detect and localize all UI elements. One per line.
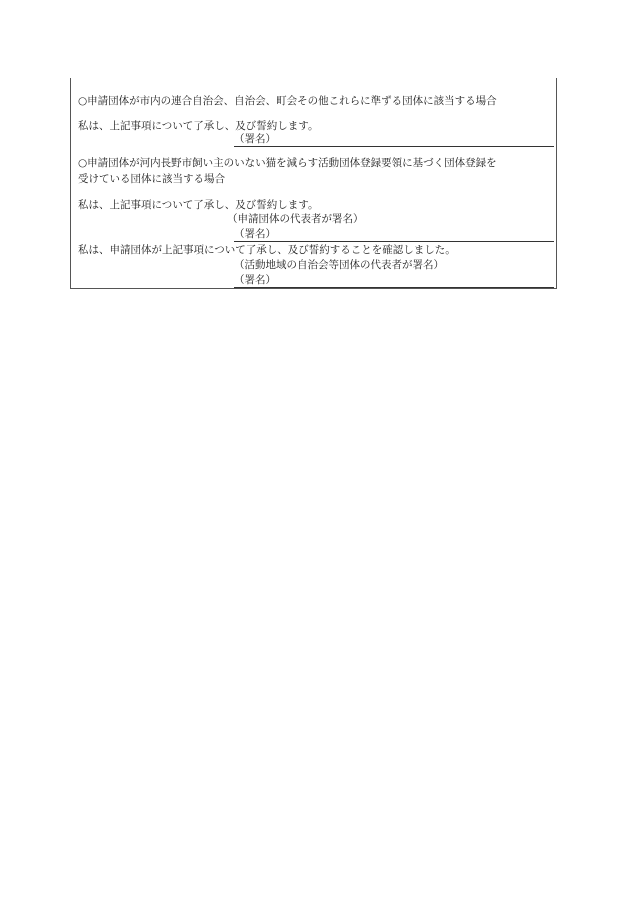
- section2-heading-line1: ○申請団体が河内長野市飼い主のいない猫を減らす活動団体登録要領に基づく団体登録を: [78, 157, 497, 169]
- section2-signature-label: （署名）: [234, 228, 276, 240]
- section2-representative-note: （申請団体の代表者が署名）: [227, 213, 364, 225]
- section1-heading: ○申請団体が市内の連合自治会、自治会、町会その他これらに準ずる団体に該当する場合: [78, 95, 497, 107]
- section1-signature-line[interactable]: [234, 146, 554, 147]
- section2-confirmation-text: 私は、申請団体が上記事項について了承し、及び誓約することを確認しました。: [78, 244, 456, 256]
- section2-area-representative-note: （活動地域の自治会等団体の代表者が署名）: [234, 259, 444, 271]
- section2-area-signature-label: （署名）: [234, 274, 276, 286]
- section1-signature-label: （署名）: [234, 133, 276, 145]
- section2-heading-line2: 受けている団体に該当する場合: [78, 173, 225, 185]
- section1-pledge-text: 私は、上記事項について了承し、及び誓約します。: [78, 120, 319, 132]
- section2-area-signature-line[interactable]: [234, 287, 554, 288]
- section2-signature-line[interactable]: [234, 241, 554, 242]
- section2-pledge-text: 私は、上記事項について了承し、及び誓約します。: [78, 199, 319, 211]
